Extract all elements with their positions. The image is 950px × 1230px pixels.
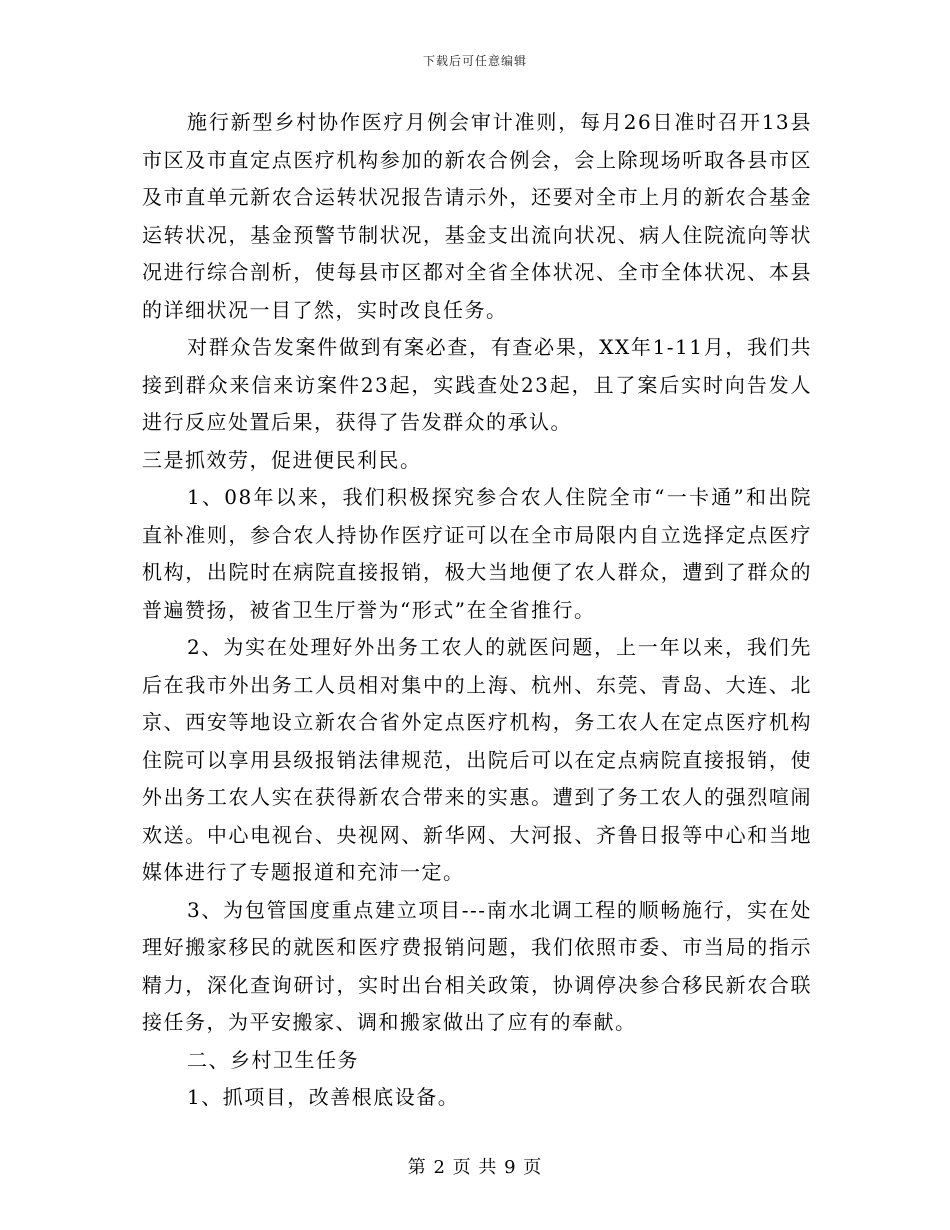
page-number-footer: 第 2 页 共 9 页 xyxy=(407,1157,543,1178)
paragraph: 施行新型乡村协作医疗月例会审计准则，每月26日准时召开13县市区及市直定点医疗机构参加的新农合例会，会上除现场听取各县市区及市直单元新农合运转状况报告请示外，还要对全市上月的新农合基金运转状况，基金预警节制状况，基金支出流向状况、病人住院流向等状况进行综合剖析，使每县市区都对全省全体状况、全市全体状况、本县的详细状况一目了然，实时改良任务。 xyxy=(142,110,812,322)
section-heading: 二、乡村卫生任务 xyxy=(187,1047,359,1072)
section-heading: 三是抓效劳，促进便民利民。 xyxy=(142,447,422,472)
page-header: 下载后可任意编辑 xyxy=(422,54,527,68)
paragraph: 对群众告发案件做到有案必查，有查必果，XX年1-11月，我们共接到群众来信来访案件23起，实践查处23起，且了案后实时向告发人进行反应处置后果，获得了告发群众的承认。 xyxy=(142,335,812,434)
paragraph: 3、为包管国度重点建立项目---南水北调工程的顺畅施行，实在处理好搬家移民的就医和医疗费报销问题，我们依照市委、市当局的指示精力，深化查询研讨，实时出台相关政策，协调停决参合移民新农合联接任务，为平安搬家、调和搬家做出了应有的奉献。 xyxy=(142,897,812,1034)
paragraph: 1、抓项目，改善根底设备。 xyxy=(187,1085,460,1109)
paragraph: 2、为实在处理好外出务工农人的就医问题，上一年以来，我们先后在我市外出务工人员相对集中的上海、杭州、东莞、青岛、大连、北京、西安等地设立新农合省外定点医疗机构，务工农人在定点医疗机构住院可以享用县级报销法律规范，出院后可以在定点病院直接报销，使外出务工农人实在获得新农合带来的实惠。遭到了务工农人的强烈喧闹欢送。中心电视台、央视网、新华网、大河报、齐鲁日报等中心和当地媒体进行了专题报道和充沛一定。 xyxy=(142,635,812,884)
paragraph: 1、08年以来，我们积极探究参合农人住院全市“一卡通”和出院直补准则，参合农人持协作医疗证可以在全市局限内自立选择定点医疗机构，出院时在病院直接报销，极大当地便了农人群众，遭到了群众的普遍赞扬，被省卫生厅誉为“形式”在全省推行。 xyxy=(142,485,812,622)
document-body xyxy=(142,104,812,1117)
